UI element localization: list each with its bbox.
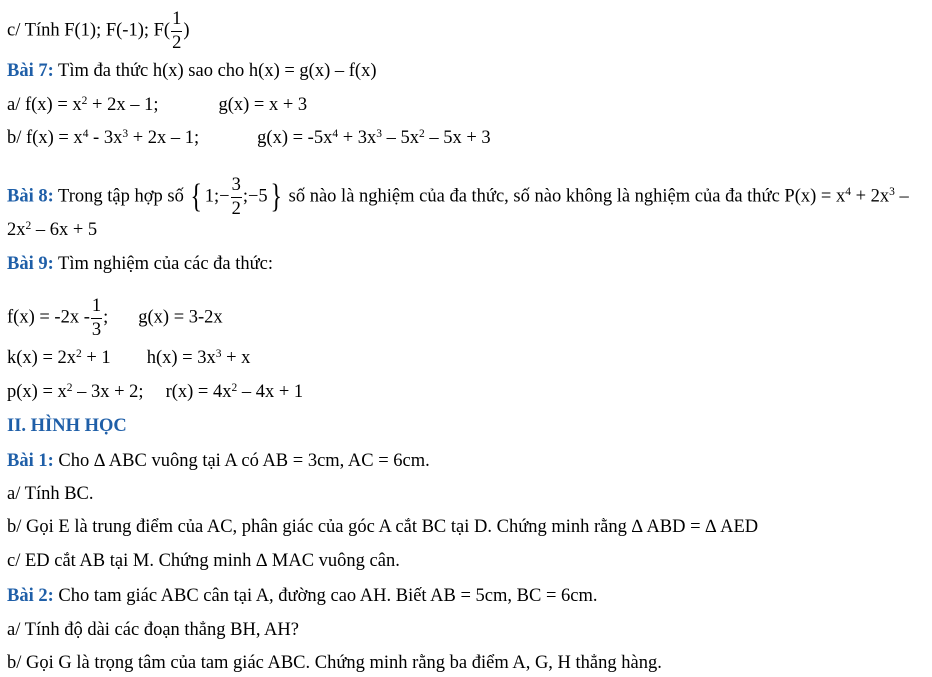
section-geometry-heading: II. HÌNH HỌC [7, 416, 127, 436]
hh1-c: c/ ED cắt AB tại M. Chứng minh ∆ MAC vuông cân. [7, 551, 400, 571]
hh2-a: a/ Tính độ dài các đoạn thẳng BH, AH? [7, 620, 299, 640]
bai8-line1: Bài 8: Trong tập hợp số { 1;− $\frac{3}{2}$ ;−5} số nào là nghiệm của đa thức, số nào không là nghiệm của đa thức $P(x) = x^4 + 2x^3$ – [7, 175, 909, 219]
bai9-label: Bài 9: [7, 254, 54, 274]
bai9-p-r: $p(x) = x^2 - 3x + 2$; $r(x) = 4x^2 - 4x + 1$ [7, 381, 304, 402]
bai9-k-h: $k(x) = 2x^2 + 1$ $h(x) = 3x^3 + x$ [7, 347, 251, 368]
fraction-one-half: $\frac{1}{2}$ [172, 9, 182, 53]
line-c-compute-f: c/ Tính F(1); F(-1); F( $\frac{1}{2}$ ) [7, 9, 190, 53]
line-c-text: c/ Tính F(1); F(-1); F( [7, 20, 171, 41]
bai7-title [7, 60, 376, 82]
bai7-a: a/ $f(x) = x^2 + 2x - 1$; g(x) = x + 3 [7, 94, 308, 115]
fraction-three-halves: $\frac{3}{2}$ [231, 175, 241, 219]
bai9-title: Bài 9: Tìm nghiệm của các đa thức: [7, 254, 274, 274]
set-open-brace: { [190, 178, 203, 215]
bai8-label: Bài 8: [7, 186, 54, 207]
bai7-a-g: g(x) = x + 3 [218, 95, 308, 115]
hh2-b: b/ Gọi G là trọng tâm của tam giác ABC. Chứng minh rằng ba điểm A, G, H thẳng hàng. [7, 653, 662, 673]
bai7-b: b/ $f(x) = x^4 - 3x^3 + 2x - 1$; $g(x) = -5x^4 + 3x^3 - 5x^2 - 5x + 3$ [7, 127, 491, 148]
hh1-b: b/ Gọi E là trung điểm của AC, phân giác của góc A cắt BC tại D. Chứng minh rằng ∆ ABD = ∆ AED [7, 517, 759, 537]
hh1-label: Bài 1: [7, 451, 54, 471]
fraction-one-third: $\frac{1}{3}$ [91, 296, 102, 340]
bai7-text: Tìm đa thức h(x) sao cho h(x) = g(x) – f(x) [53, 61, 377, 81]
bai7-label: Bài 7: [7, 61, 54, 81]
bai8-line2: $2x^2 - 6x + 5$ [7, 219, 98, 240]
set-close-brace: } [270, 178, 282, 215]
bai9-f-g: f(x) = -2x - $\frac{1}{3}$ ; g(x) = 3-2x [7, 296, 223, 340]
hh2-title: Bài 2: Cho tam giác ABC cân tại A, đường cao AH. Biết AB = 5cm, BC = 6cm. [7, 586, 598, 606]
hh1-title: Bài 1: Cho ∆ ABC vuông tại A có AB = 3cm, AC = 6cm. [7, 451, 430, 471]
hh1-a: a/ Tính BC. [7, 484, 94, 504]
hh2-label: Bài 2: [7, 586, 54, 606]
